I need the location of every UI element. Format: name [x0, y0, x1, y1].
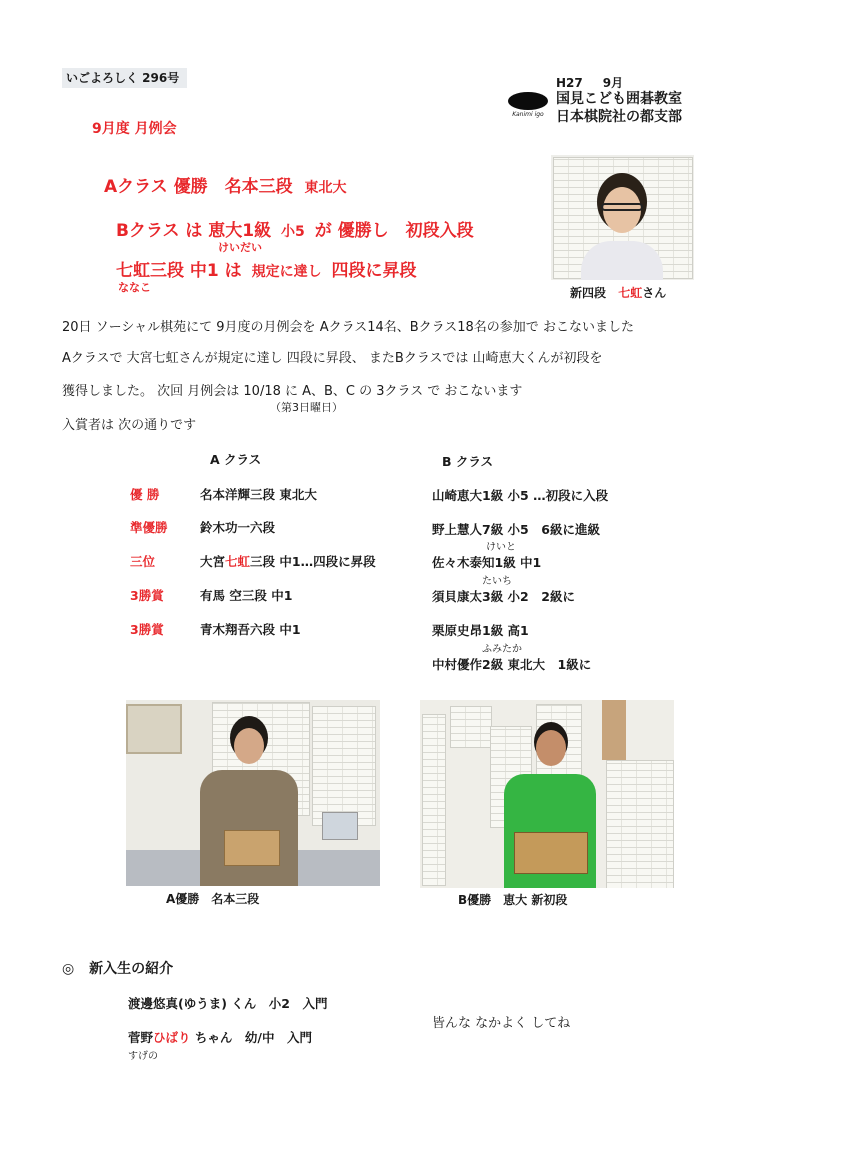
b-result-4: 須貝康太3級 小2 2級に [432, 589, 575, 604]
a-result-3-name: 七虹 [225, 554, 251, 569]
school-logo [508, 92, 548, 120]
body-line-4: 入賞者は 次の通りです [62, 418, 197, 433]
a-result-3-label: 三位 [130, 554, 156, 569]
a-result-5-text: 青木翔吾六段 中1 [200, 622, 301, 637]
a-result-2-text: 鈴木功一六段 [200, 520, 276, 535]
portrait-caption-name: 七虹 [618, 286, 643, 300]
headline-b-text-2: が 優勝し 初段入段 [314, 221, 474, 241]
new-student-1: 渡邊悠真(ゆうま) くん 小2 入門 [128, 996, 328, 1011]
b-result-6: 中村優作2級 東北大 1級に [432, 657, 592, 672]
b-class-header: B クラス [442, 454, 494, 469]
headline-c-small: 規定に達し [251, 264, 322, 280]
a-result-2-label: 準優勝 [130, 520, 168, 535]
a-result-1-text: 名本洋輝三段 東北大 [200, 487, 317, 502]
welcome-message: 皆んな なかよく してね [432, 1016, 571, 1031]
new-student-2-surname: 菅野 [128, 1030, 154, 1045]
header-month: 9月 [602, 76, 624, 90]
a-result-1-label: 優 勝 [130, 487, 160, 502]
a-result-3-post: 三段 中1…四段に昇段 [250, 554, 376, 569]
a-result-4-label: 3勝賞 [130, 588, 164, 603]
b-result-4-ruby: たいち [482, 576, 512, 587]
logo-text: Kanimi igo [512, 111, 544, 118]
new-student-2 [128, 1028, 312, 1046]
new-student-2-ruby: すげの [128, 1051, 158, 1062]
body-line-2: Aクラスで 大宮七虹さんが規定に達し 四段に昇段、 またBクラスでは 山崎恵大くんが初段を [62, 351, 603, 366]
portrait-caption [570, 284, 666, 301]
double-circle-icon: ◎ [62, 961, 75, 977]
a-result-5-label: 3勝賞 [130, 622, 164, 637]
new-student-2-given: ひばり [153, 1030, 191, 1045]
a-result-3 [130, 552, 376, 570]
b-result-6-ruby: ふみたか [482, 644, 522, 655]
headline-a-class [104, 172, 347, 197]
issue-number: いごよろしく 296号 [62, 68, 187, 88]
b-result-1: 山崎恵大1級 小5 …初段に入段 [432, 488, 609, 503]
page-title: 9月度 月例会 [92, 121, 177, 137]
headline-b-grade: 小5 [281, 224, 305, 240]
a-result-1 [130, 485, 317, 503]
b-result-3: 佐々木泰知1級 中1 [432, 555, 542, 570]
b-result-2: 野上慧人7級 小5 6級に進級 [432, 522, 600, 537]
b-result-3-ruby: けいと [486, 542, 516, 553]
photo-a-winner [126, 700, 380, 886]
headline-promotion [116, 256, 417, 281]
body-line-3-note: （第3日曜日） [270, 401, 343, 414]
headline-a-school: 東北大 [304, 180, 347, 196]
portrait-photo [551, 155, 694, 280]
header-date [556, 74, 643, 91]
a-result-5 [130, 620, 301, 638]
new-student-2-rest: ちゃん 幼/中 入門 [190, 1030, 312, 1045]
photo-b-caption: B優勝 恵大 新初段 [458, 893, 568, 907]
new-students-heading [62, 958, 173, 978]
ruby-nanako: ななこ [118, 281, 151, 294]
headline-b-class [116, 216, 474, 241]
body-line-1: 20日 ソーシャル棋苑にて 9月度の月例会を Aクラス14名、Bクラス18名の参加で おこないました [62, 320, 634, 335]
school-line-2: 日本棋院社の都支部 [556, 109, 682, 125]
school-name [556, 90, 682, 126]
headline-b-text-1: Bクラス は 恵大1級 [116, 221, 272, 241]
portrait-caption-suffix: さん [642, 286, 667, 300]
photo-b-winner [420, 700, 674, 888]
headline-c-text-2: 四段に昇段 [331, 261, 417, 281]
headline-a-text: Aクラス 優勝 名本三段 [104, 177, 293, 197]
header-year: H27 [556, 76, 583, 90]
a-result-2 [130, 518, 275, 536]
a-result-4-text: 有馬 空三段 中1 [200, 588, 293, 603]
go-stone-icon [508, 92, 548, 110]
ruby-keidai: けいだい [218, 241, 262, 254]
a-result-3-pre: 大宮 [200, 554, 226, 569]
a-class-header: A クラス [210, 452, 262, 467]
photo-a-caption: A優勝 名本三段 [166, 892, 260, 906]
a-result-4 [130, 586, 292, 604]
headline-c-text-1: 七虹三段 中1 は [116, 261, 242, 281]
new-students-title: 新入生の紹介 [89, 961, 174, 977]
school-line-1: 国見こども囲碁教室 [556, 91, 682, 107]
b-result-5: 栗原史昂1級 高1 [432, 623, 529, 638]
portrait-caption-prefix: 新四段 [570, 286, 607, 300]
body-line-3: 獲得しました。 次回 月例会は 10/18 に A、B、C の 3クラス で おこないます [62, 384, 523, 399]
